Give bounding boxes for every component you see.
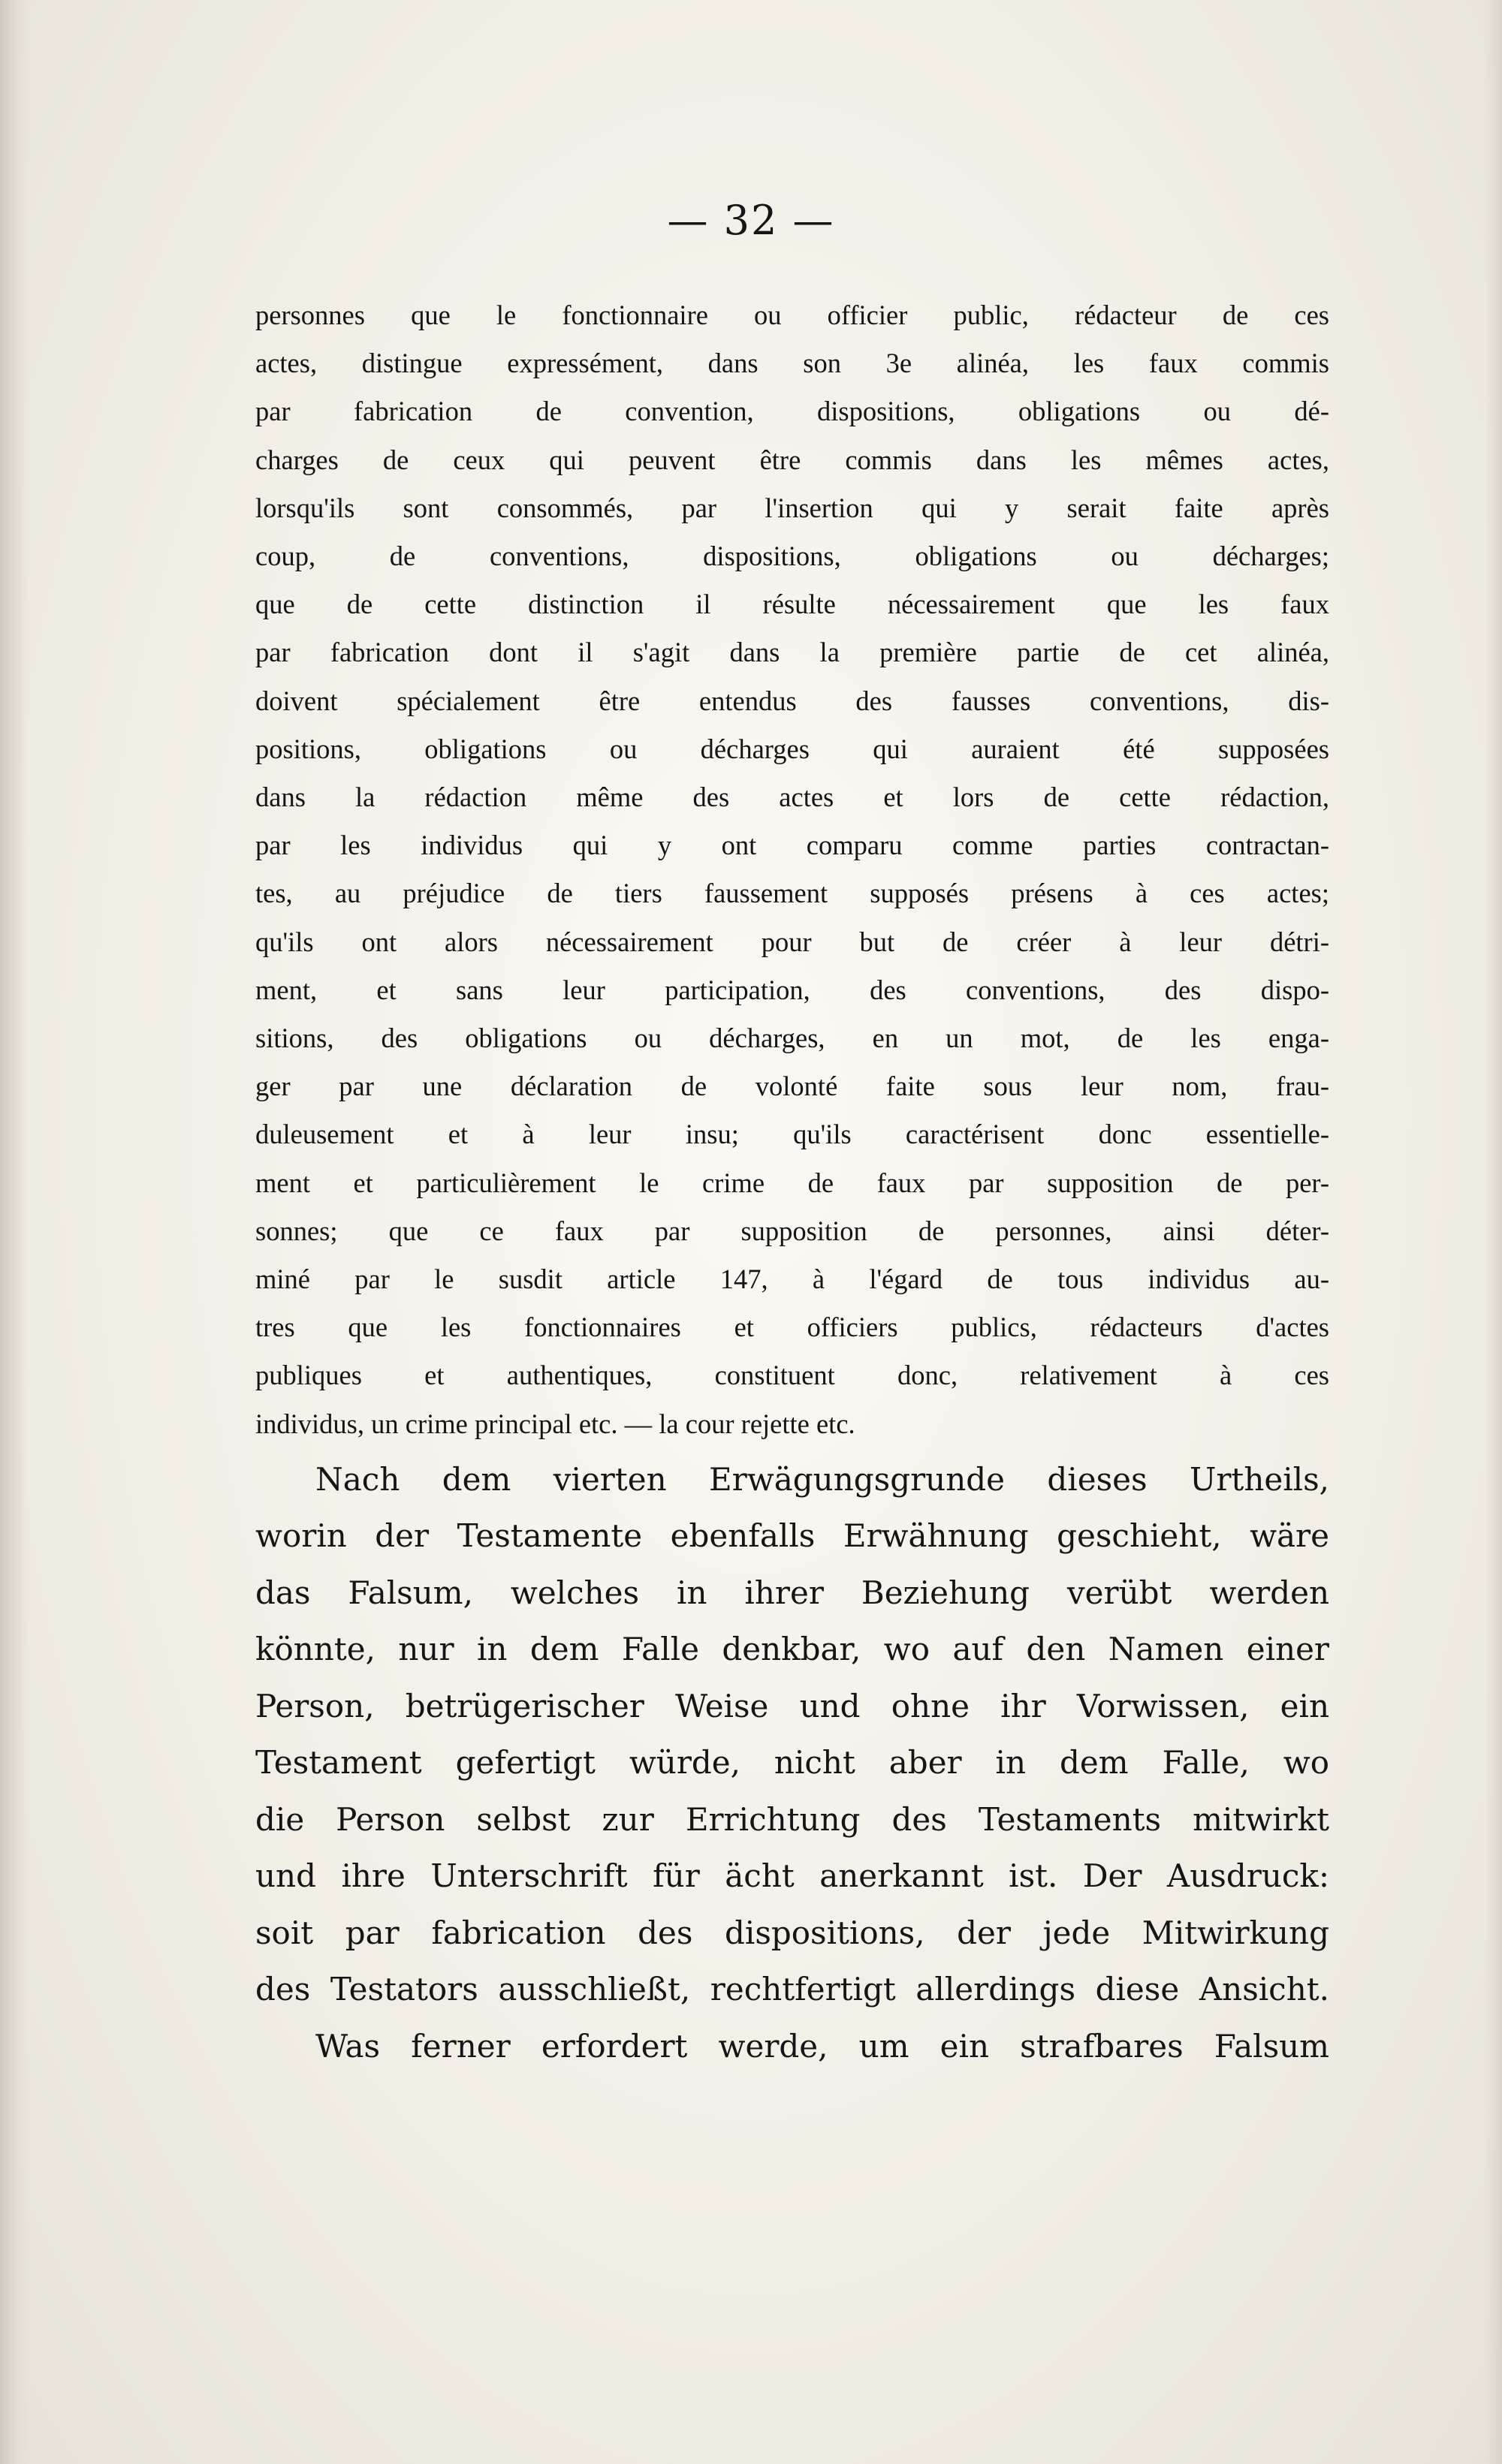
text-line: duleusement et à leur insu; qu'ils caractérisent donc essentielle- (255, 1119, 1329, 1150)
text-line: qu'ils ont alors nécessairement pour but de créer à leur détri- (255, 926, 1329, 957)
text-line: doivent spécialement être entendus des fausses conventions, dis- (255, 685, 1329, 716)
text-line: worin der Testamente ebenfalls Erwähnung geschieht, wäre (255, 1517, 1329, 1555)
text-line: das Falsum, welches in ihrer Beziehung verübt werden (255, 1574, 1329, 1611)
page-number: — 32 — (667, 197, 835, 244)
text-line: que de cette distinction il résulte nécessairement que les faux (255, 589, 1329, 620)
text-line: actes, distingue expressément, dans son 3e alinéa, les faux commis (255, 348, 1329, 379)
text-line: par fabrication de convention, dispositions, obligations ou dé- (255, 396, 1329, 427)
text-line: positions, obligations ou décharges qui auraient été supposées (255, 733, 1329, 764)
text-line: par fabrication dont il s'agit dans la première partie de cet alinéa, (255, 637, 1329, 668)
text-line: sonnes; que ce faux par supposition de personnes, ainsi déter- (255, 1215, 1329, 1246)
text-line: des Testators ausschließt, rechtfertigt allerdings diese Ansicht. (255, 1971, 1329, 2008)
text-line: die Person selbst zur Errichtung des Testaments mitwirkt (255, 1800, 1329, 1838)
page-text (255, 291, 1329, 2074)
french-quotation (255, 291, 1329, 1448)
text-line: par les individus qui y ont comparu comme parties contractan- (255, 830, 1329, 861)
text-line: dans la rédaction même des actes et lors de cette rédaction, (255, 782, 1329, 813)
text-line: Was ferner erfordert werde, um ein strafbares Falsum (315, 2027, 1329, 2065)
text-line: coup, de conventions, dispositions, obligations ou décharges; (255, 541, 1329, 572)
text-line: lorsqu'ils sont consommés, par l'insertion qui y serait faite après (255, 492, 1329, 523)
text-line: tres que les fonctionnaires et officiers publics, rédacteurs d'actes (255, 1312, 1329, 1343)
text-line: könnte, nur in dem Falle denkbar, wo auf den Namen einer (255, 1631, 1329, 1668)
text-line: publiques et authentiques, constituent donc, relativement à ces (255, 1360, 1329, 1391)
text-line: tes, au préjudice de tiers faussement supposés présens à ces actes; (255, 878, 1329, 909)
german-commentary (255, 1451, 1329, 2075)
text-line: Nach dem vierten Erwägungsgrunde dieses Urtheils, (315, 1460, 1329, 1498)
text-line: sitions, des obligations ou décharges, en un mot, de les enga- (255, 1023, 1329, 1054)
text-line: miné par le susdit article 147, à l'égard de tous individus au- (255, 1264, 1329, 1295)
text-line: ment, et sans leur participation, des conventions, des dispo- (255, 974, 1329, 1005)
text-line: charges de ceux qui peuvent être commis dans les mêmes actes, (255, 444, 1329, 475)
text-line: Person, betrügerischer Weise und ohne ihr Vorwissen, ein (255, 1687, 1329, 1724)
text-line: personnes que le fonctionnaire ou officier public, rédacteur de ces (255, 300, 1329, 330)
text-line: soit par fabrication des dispositions, der jede Mitwirkung (255, 1914, 1329, 1951)
text-line: ger par une déclaration de volonté faite sous leur nom, frau- (255, 1071, 1329, 1102)
text-line: ment et particulièrement le crime de faux par supposition de per- (255, 1167, 1329, 1198)
text-line: Testament gefertigt würde, nicht aber in dem Falle, wo (255, 1744, 1329, 1782)
text-line: individus, un crime principal etc. — la cour rejette etc. (255, 1408, 855, 1439)
text-line: und ihre Unterschrift für ächt anerkannt ist. Der Ausdruck: (255, 1857, 1329, 1895)
